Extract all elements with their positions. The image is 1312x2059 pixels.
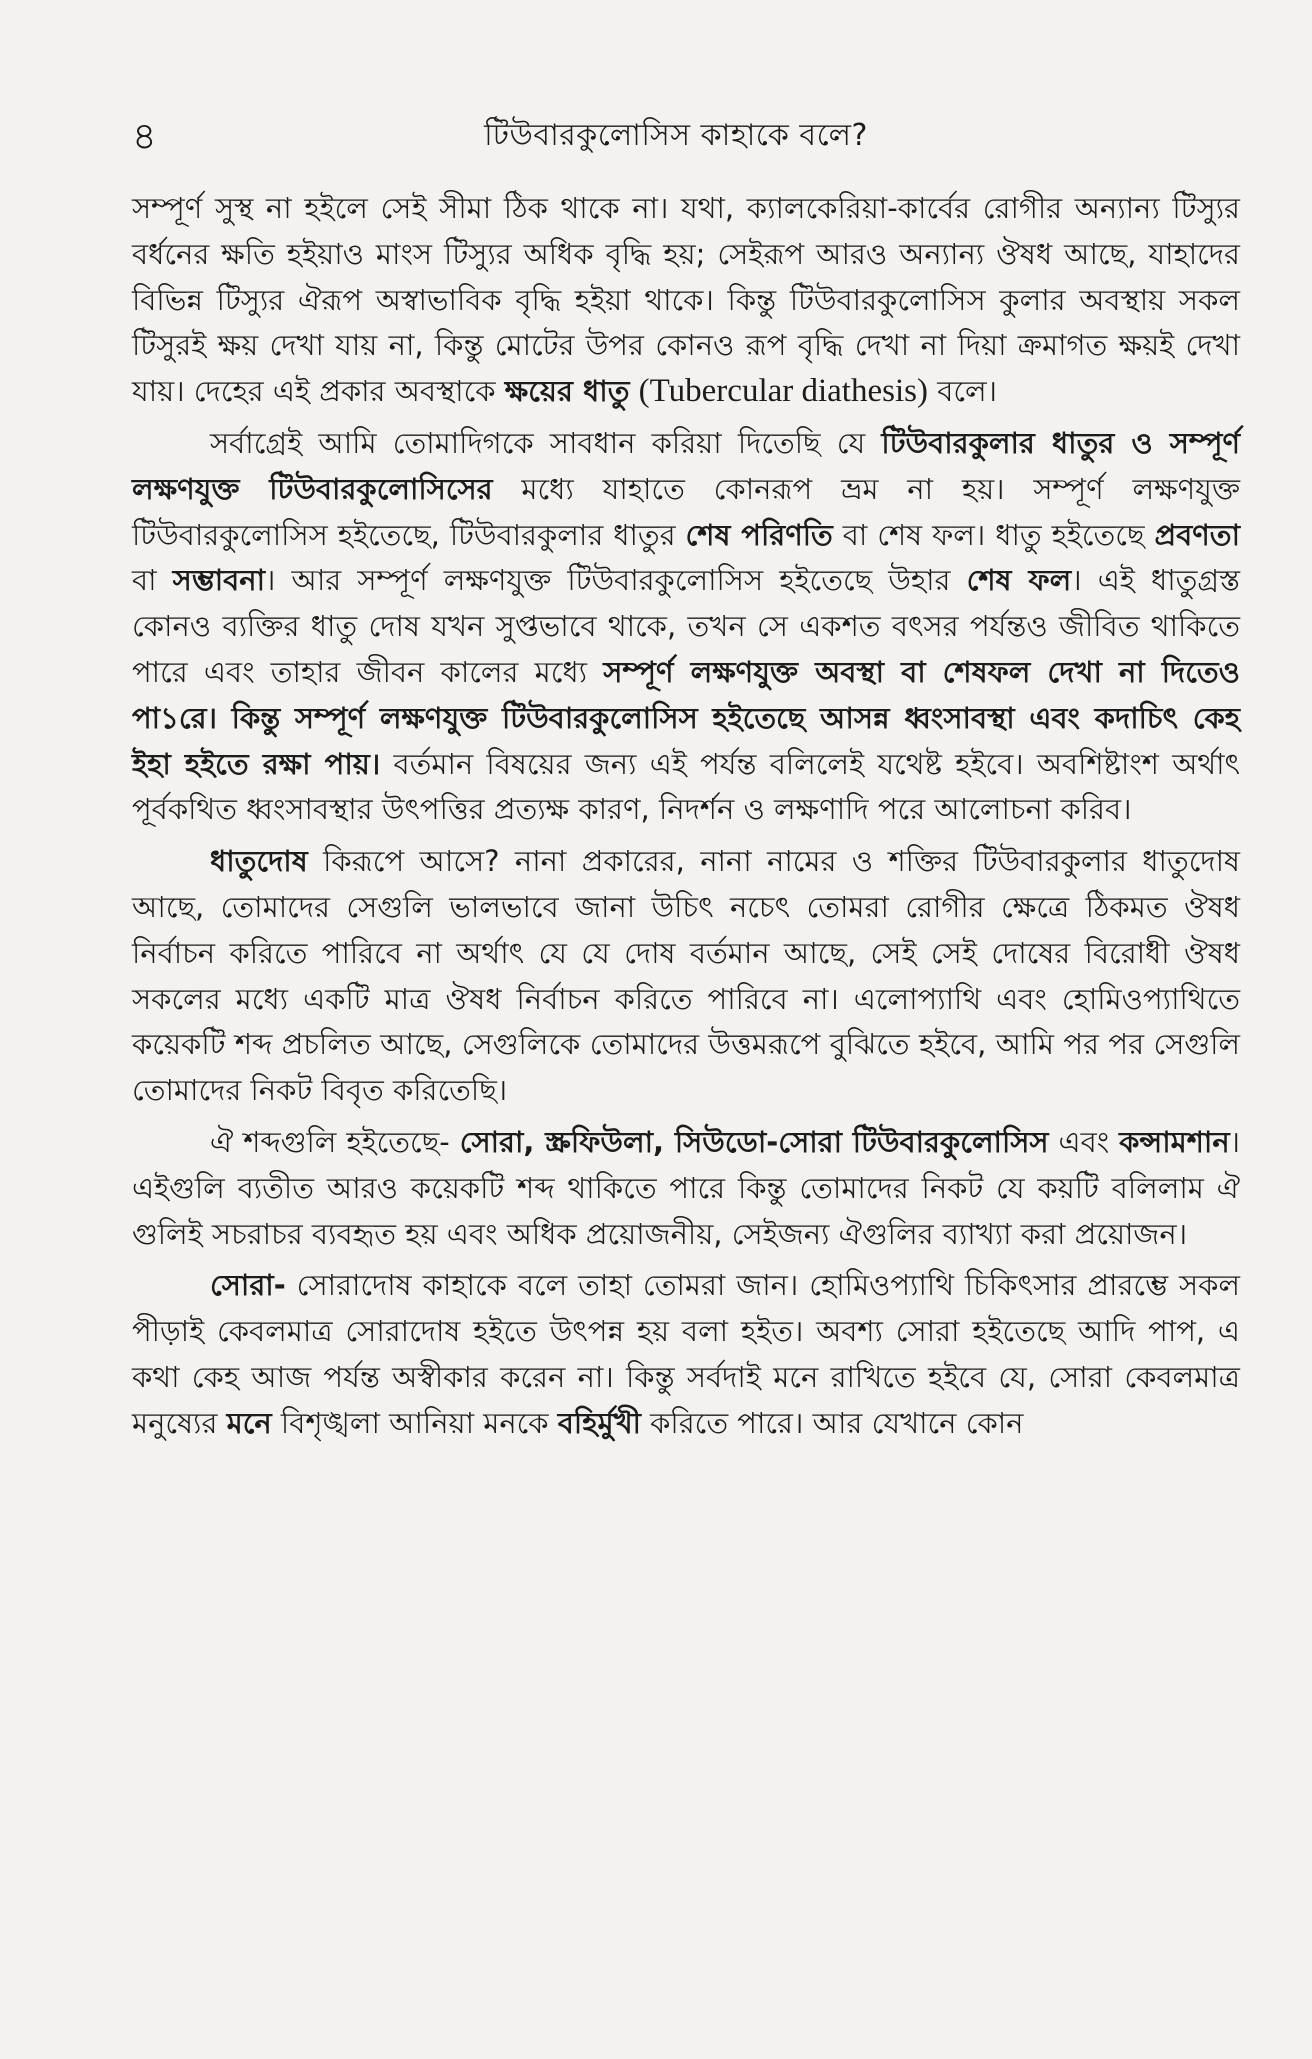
running-title: টিউবারকুলোসিস কাহাকে বলে? [484,118,868,153]
body-text [132,186,1240,1453]
text-run: বর্তমান বিষয়ের জন্য এই পর্যন্ত বলিলেই যথেষ্ট হইবে। অবশিষ্টাংশ অর্থাৎ পূর্বকথিত ধ্বংসাবস্থার উৎপত্তির প্রত্যক্ষ কারণ, নিদর্শন ও লক্ষণাদি পরে আলোচনা করিব। [132,746,1241,827]
bold-term: মনে [226,1405,272,1440]
bold-term: সোরা- [210,1268,286,1303]
text-run: সর্বাগ্রেই আমি তোমাদিগকে সাবধান করিয়া দিতেছি যে [210,425,882,460]
text-run: কিরূপে আসে? নানা প্রকারের, নানা নামের ও শক্তির টিউবারকুলার ধাতুদোষ আছে, তোমাদের সেগুলি ভালভাবে জানা উচিৎ নচেৎ তোমরা রোগীর ক্ষেত্রে ঠিকমত ঔষধ নির্বাচন করিতে পারিবে না অর্থাৎ যে যে দোষ বর্তমান আছে, সেই সেই দোষের বিরোধী ঔষধ সকলের মধ্যে একটি মাত্র ঔষধ নির্বাচন করিতে পারিবে না। এলোপ্যাথি এবং হোমিওপ্যাথিতে কয়েকটি শব্দ প্রচলিত আছে, সেগুলিকে তোমাদের উত্তমরূপে বুঝিতে হইবে, আমি পর পর সেগুলি তোমাদের নিকট বিবৃত করিতেছি। [132,844,1240,1108]
text-run: বা [132,563,173,598]
bold-term: টিউবারকুলার ধাতুর ও সম্পূর্ণ লক্ষণযুক্ত টিউবারকুলোসিসের [132,425,1240,506]
text-run: করিতে পারে। আর যেখানে কোন [640,1405,1024,1440]
paragraph [132,839,1240,1114]
text-run: । এইগুলি ব্যতীত আরও কয়েকটি শব্দ থাকিতে পারে কিন্তু তোমাদের নিকট যে কয়টি বলিলাম ঐ গুলিই সচরাচর ব্যবহৃত হয় এবং অধিক প্রয়োজনীয়, সেইজন্য ঐগুলির ব্যাখ্যা করা প্রয়োজন। [132,1124,1241,1251]
bold-term: ধাতুদোষ [210,844,308,879]
paragraph [132,186,1240,415]
text-run [629,374,638,408]
page-number: ৪ [132,114,157,158]
paragraph [132,1120,1240,1257]
text-run: । আর সম্পূর্ণ লক্ষণযুক্ত টিউবারকুলোসিস হইতেছে উহার [265,563,967,598]
text-run: বিশৃঙ্খলা আনিয়া মনকে [271,1405,558,1440]
text-run: মধ্যে যাহাতে কোনরূপ ভ্রম না হয়। সম্পূর্ণ লক্ষণযুক্ত টিউবারকুলোসিস হইতেছে, টিউবারকুলার ধাতুর [132,471,1240,552]
bold-term: ক্ষয়ের ধাতু [504,374,630,409]
page-header [132,110,1220,162]
paragraph [132,1263,1240,1446]
bold-term: সোরা, স্ক্রফিউলা, সিউডো-সোরা টিউবারকুলোসিস [459,1124,1049,1159]
bold-term: বহির্মুখী [557,1405,641,1440]
text-run: বা শেষ ফল। ধাতু হইতেছে [832,517,1155,552]
bold-term: সম্পূর্ণ লক্ষণযুক্ত অবস্থা বা শেষফল দেখা না দিতেও পা১রে। কিন্তু সম্পূর্ণ লক্ষণযুক্ত টিউবারকুলোসিস হইতেছে আসন্ন ধ্বংসাবস্থা এবং কদাচিৎ কেহ ইহা হইতে রক্ষা পায়। [132,654,1241,781]
text-run: বলে। [927,374,997,409]
bold-term: কন্সামশান [1119,1124,1230,1159]
text-run: । এই ধাতুগ্রস্ত কোনও ব্যক্তির ধাতু দোষ যখন সুপ্তভাবে থাকে, তখন সে একশত বৎসর পর্যন্তও জীবিত থাকিতে পারে এবং তাহার জীবন কালের মধ্যে [132,563,1240,689]
bold-term: সম্ভাবনা [172,563,266,598]
text-run: এবং [1048,1124,1120,1159]
bold-term: প্রবণতা [1154,517,1240,552]
text-run: সোরাদোষ কাহাকে বলে তাহা তোমরা জান। হোমিওপ্যাথি চিকিৎসার প্রারম্ভে সকল পীড়াই কেবলমাত্র সোরাদোষ হইতে উৎপন্ন হয় বলা হইত। অবশ্য সোরা হইতেছে আদি পাপ, এ কথা কেহ আজ পর্যন্ত অস্বীকার করেন না। কিন্তু সর্বদাই মনে রাখিতে হইবে যে, সোরা কেবলমাত্র মনুষ্যের [132,1268,1240,1440]
text-run: ঐ শব্দগুলি হইতেছে- [210,1124,460,1159]
bold-term: শেষ পরিণতি [685,517,833,552]
paragraph [132,421,1240,833]
bold-term: শেষ ফল [966,563,1072,598]
text-run: (Tubercular diathesis) [638,373,928,410]
text-run: সম্পূর্ণ সুস্থ না হইলে সেই সীমা ঠিক থাকে না। যথা, ক্যালকেরিয়া-কার্বের রোগীর অন্যান্য টিস্যুর বর্ধনের ক্ষতি হইয়াও মাংস টিস্যুর অধিক বৃদ্ধি হয়; সেইরূপ আরও অন্যান্য ঔষধ আছে, যাহাদের বিভিন্ন টিস্যুর ঐরূপ অস্বাভাবিক বৃদ্ধি হইয়া থাকে। কিন্তু টিউবারকুলোসিস কুলার অবস্থায় সকল টিসুরই ক্ষয় দেখা যায় না, কিন্তু মোটের উপর কোনও রূপ বৃদ্ধি দেখা না দিয়া ক্রমাগত ক্ষয়ই দেখা যায়। দেহের এই প্রকার অবস্থাকে [132,191,1240,409]
